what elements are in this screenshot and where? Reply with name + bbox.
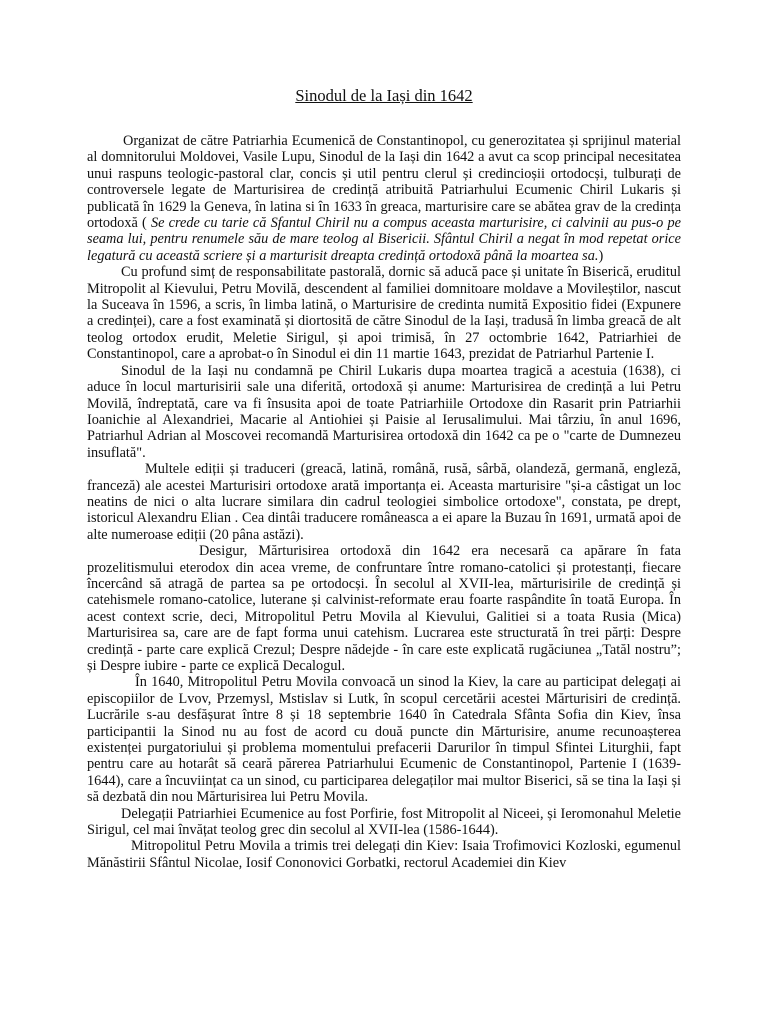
paragraph-organizat-italic-note: Se crede cu tarie că Sfantul Chiril nu a compus aceasta marturisire, ci calvinii au pus-o pe seama lui, pentru renumele său de mare teolog al Bisericii. Sfântul Chiril a negat în mod repetat orice legatură cu această scriere și a marturisit dreapta credință ortodoxă până la moartea sa. xyxy=(87,215,681,264)
paragraph-organizat xyxy=(87,133,681,264)
paragraph-organizat-text: Organizat de către Patriarhia Ecumenică de Constantinopol, cu generozitatea și sprijinul material al domnitorului Moldovei, Vasile Lupu, Sinodul de la Iași din 1642 a avut ca scop principal necesitatea unui raspuns teologic-pastoral clar, concis și util pentru clerul și credincioșii ortodocși, tulburați de controversele legate de Marturisirea de credință atribuită Patriarhului Ecumenic Chiril Lukaris și publicată în 1629 la Geneva, în latina si în 1633 în greaca, marturisire care se abătea grav de la credința ortodoxă ( xyxy=(87,133,681,232)
paragraph-mitropolitul: Mitropolitul Petru Movila a trimis trei delegați din Kiev: Isaia Trofimovici Kozloski, egumenul Mănăstirii Sfântul Nicolae, Iosif Cononovici Gorbatki, rectorul Academiei din Kiev xyxy=(87,838,681,871)
document-body xyxy=(87,133,681,871)
paragraph-organizat-closing: ) xyxy=(598,247,604,264)
paragraph-delegatii: Delegații Patriarhiei Ecumenice au fost Porfirie, fost Mitropolit al Niceei, și Ieromonahul Meletie Sirigul, cel mai învățat teolog grec din secolul al XVII-lea (1586-1644). xyxy=(87,805,681,839)
document-title: Sinodul de la Iași din 1642 xyxy=(295,86,473,105)
paragraph-1640: În 1640, Mitropolitul Petru Movila convoacă un sinod la Kiev, la care au participat delegați ai episcopiilor de Lvov, Przemysl, Mstislav si Lutk, în scopul cercetării acestei Mărturisiri de credință. Lucrările s-au desfășurat între 8 și 18 septembrie 1640 în Catedrala Sfânta Sofia din Kiev, însa participantii la Sinod nu au fost de acord cu două puncte din Mărturisire, anume recunoașterea existenței purgatoriului și problema momentului prefacerii Darurilor în timpul Sfintei Liturghii, fapt pentru care au hotarât să ceară părerea Patriarhului Ecumenic de Constantinopol, Partenie I (1639-1644), care a încuviințat ca un sinod, cu participarea delegaților mai multor Biserici, să se tina la Iași și să dezbată din nou Mărturisirea lui Petru Movila. xyxy=(87,674,681,806)
paragraph-profund: Cu profund simț de responsabilitate pastorală, dornic să aducă pace și unitate în Biserică, eruditul Mitropolit al Kievului, Petru Movilă, descendent al familiei domnitoare moldave a Movileștilor, nascut la Suceava în 1596, a scris, în limba latină, o Marturisire de credinta numită Expositio fidei (Expunere a credinței), care a fost examinată și diortosită de către Sinodul de la Iași, tradusă în limba greacă de alt teolog ortodox erudit, Meletie Sirigul, și apoi trimisă, în 27 octombrie 1642, Patriarhiei de Constantinopol, care a aprobat-o în Sinodul ei din 11 martie 1643, prezidat de Patriarhul Partenie I. xyxy=(87,264,681,363)
paragraph-sinodul: Sinodul de la Iași nu condamnă pe Chiril Lukaris dupa moartea tragică a acestuia (1638), ci aduce în locul marturisirii sale una diferită, ortodoxă și anume: Marturisirea de credință a lui Petru Movilă, îndreptată, care va fi însusita apoi de toate Patriarhiile Ortodoxe din Rasarit prin Patriarhii Ioanichie al Alexandriei, Macarie al Antiohiei și Paisie al Ierusalimului. Mai târziu, în anul 1696, Patriarhul Adrian al Moscovei recomandă Marturisirea ortodoxă din 1642 ca pe o "carte de Dumnezeu insuflată". xyxy=(87,362,681,461)
paragraph-desigur: Desigur, Mărturisirea ortodoxă din 1642 era necesară ca apărare în fata prozelitismului eterodox din acea vreme, de confruntare între romano-catolici și protestanți, fiecare încercând să atragă de partea sa pe ortodocși. În secolul al XVII-lea, mărturisirile de credință și catehismele romano-catolice, luterane și calvinist-reformate erau foarte raspândite în toată Europa. În acest context scrie, deci, Mitropolitul Petru Movila al Kievului, Galitiei si a toata Rusia (Mica) Marturisirea sa, care are de fapt forma unui catehism. Lucrarea este structurată în trei părți: Despre credință - parte care explică Crezul; Despre nădejde - în care este explicată rugăciunea „Tatăl nostru”; și Despre iubire - parte ce explică Decalogul. xyxy=(87,543,681,674)
paragraph-multele: Multele ediții și traduceri (greacă, latină, română, rusă, sârbă, olandeză, germană, engleză, franceză) ale acestei Marturisiri ortodoxe arată importanța ei. Aceasta marturisire "și-a câstigat un loc neatins de nici o alta lucrare similara din cadrul teologiei simbolice ortodoxe", constata, pe drept, istoricul Alexandru Elian . Cea dintâi traducere româneasca a ei apare la Buzau în 1691, urmată apoi de alte numeroase ediții (20 pâna astăzi). xyxy=(87,461,681,543)
